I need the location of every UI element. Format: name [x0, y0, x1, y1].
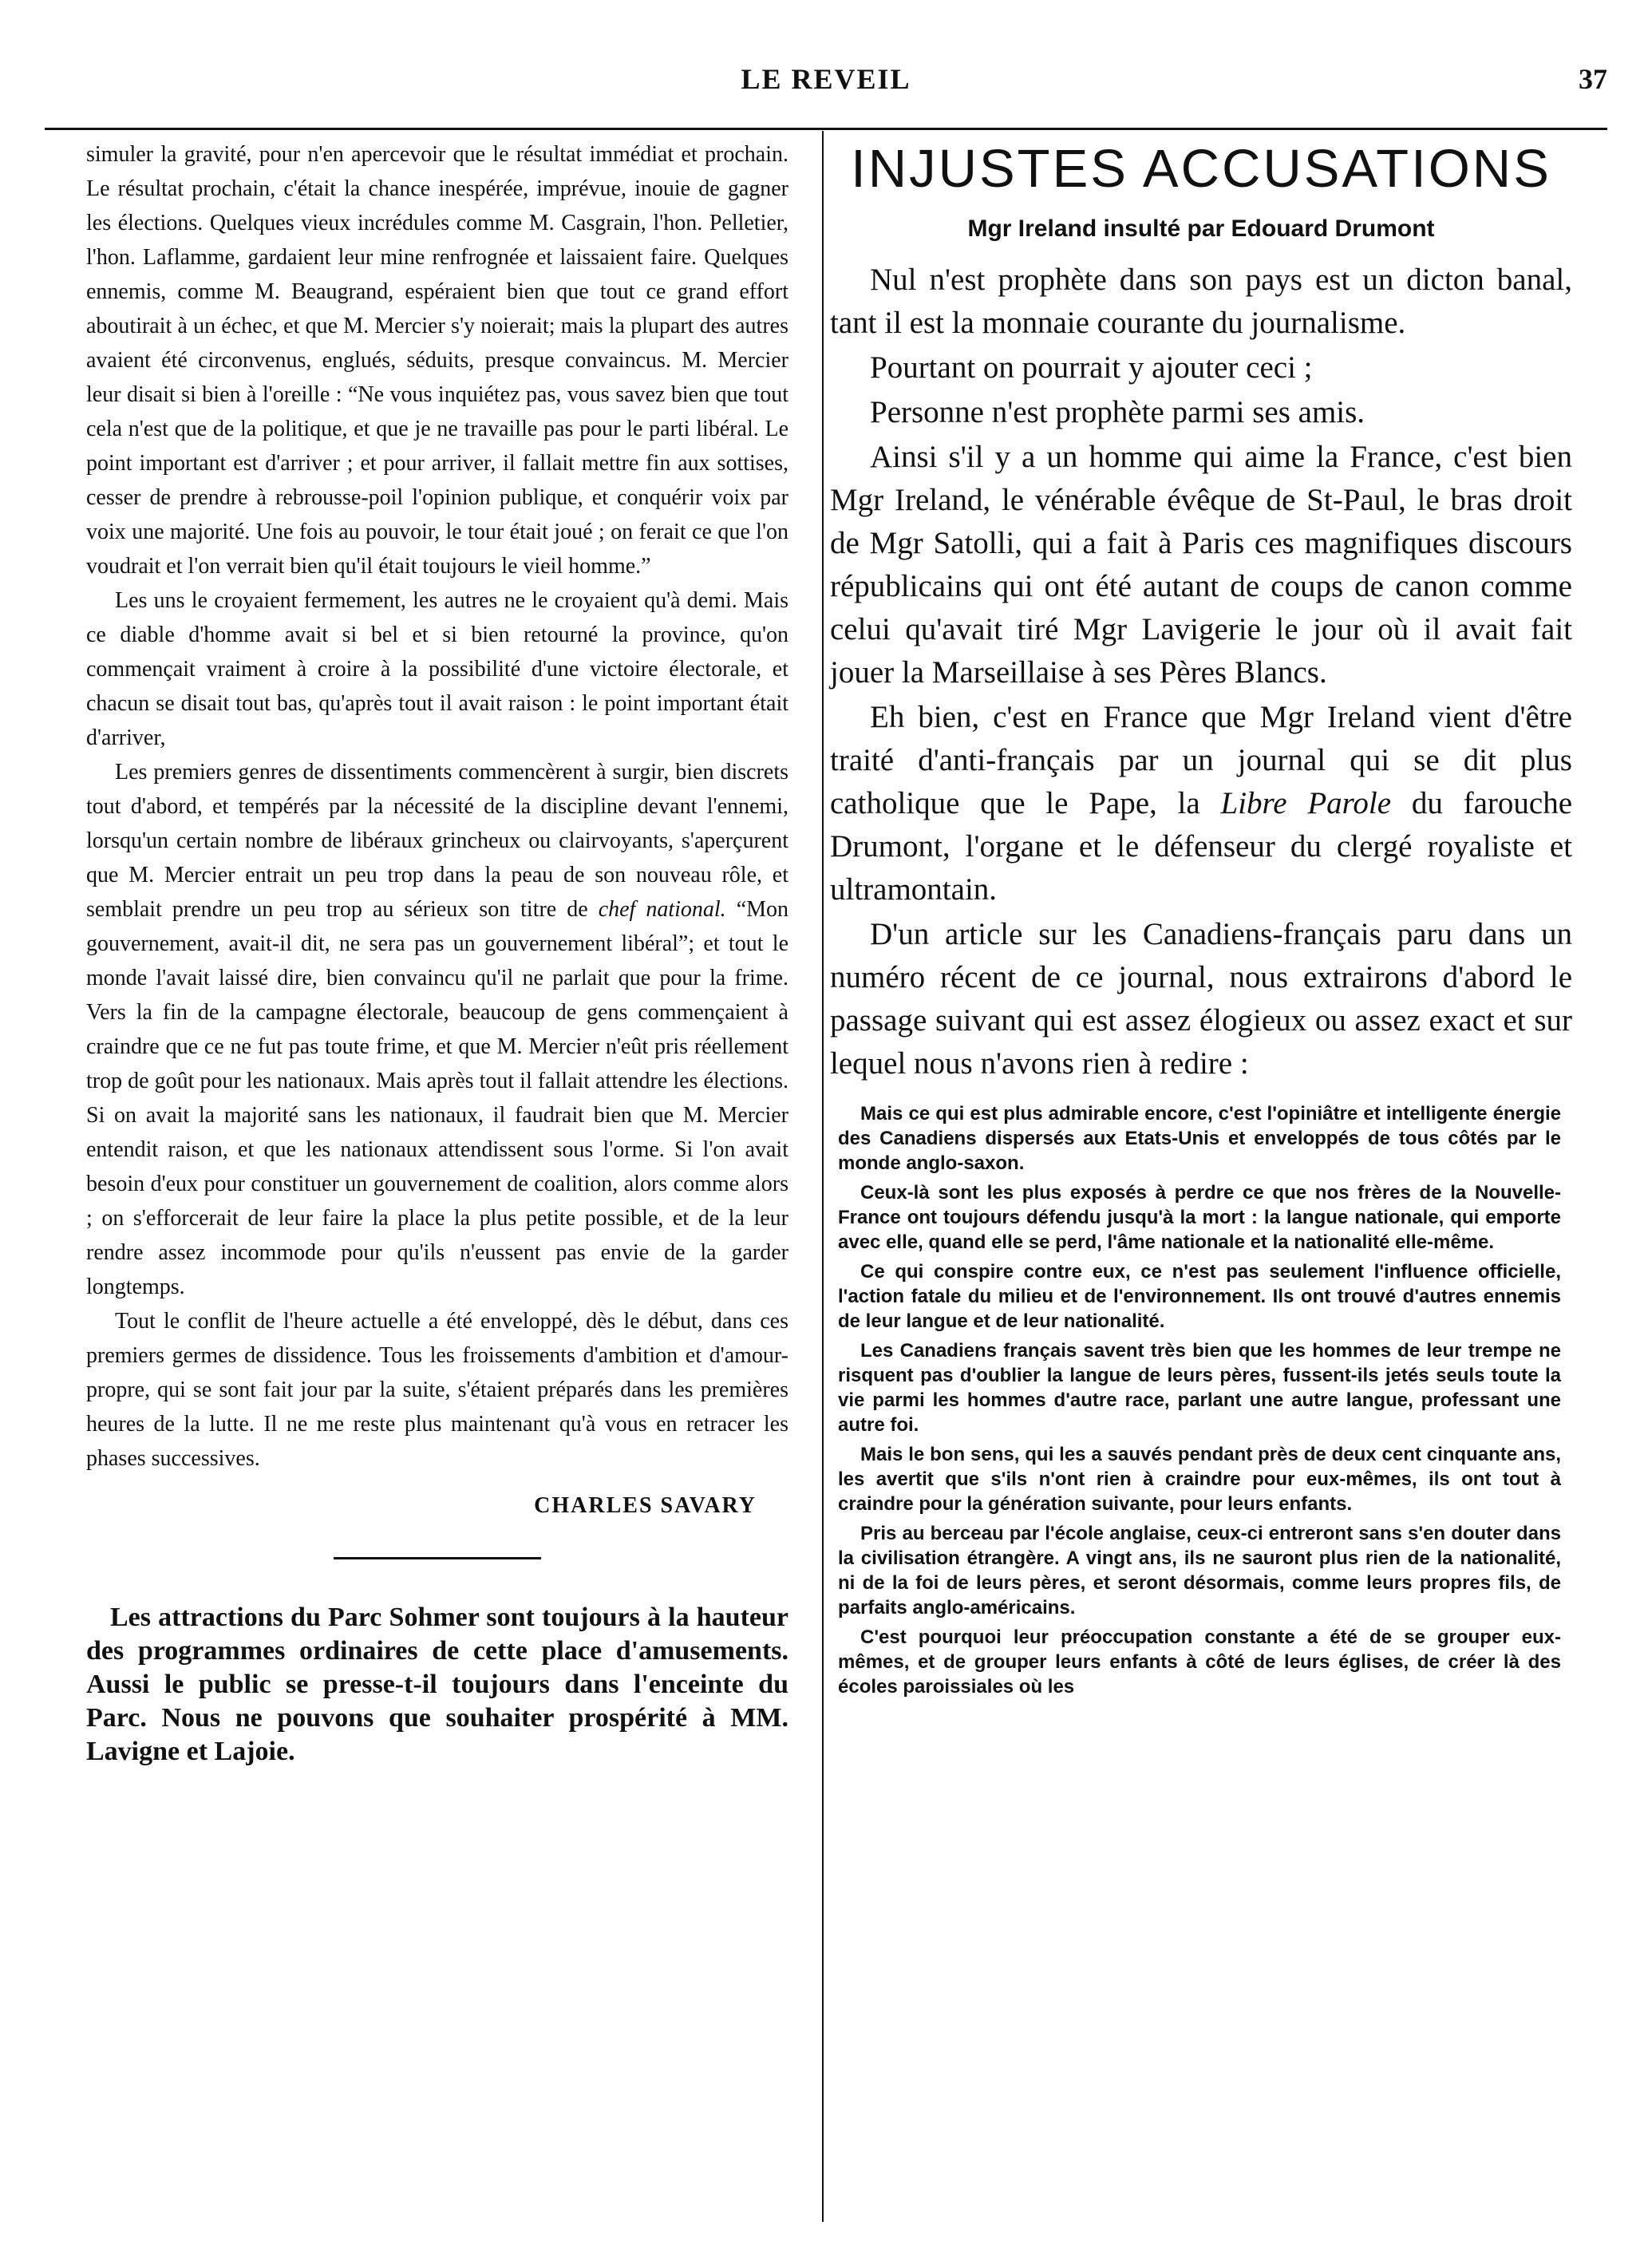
section-rule: [334, 1557, 541, 1559]
paragraph-text: Les premiers genres de dissentiments commencèrent à surgir, bien discrets tout d'abord, et tempérés par la nécessité de la discipline devant l'ennemi, lorsqu'un certain nombre de libéraux grincheux ou clairvoyants, s'aperçurent que M. Mercier entrait un peu trop dans la peau de son nouveau rôle, et semblait prendre un peu trop au sérieux son titre de: [86, 760, 788, 922]
article-headline: INJUSTES ACCUSATIONS: [851, 139, 1551, 199]
paragraph-text: Eh bien, c'est en France que Mgr Ireland vient d'être traité d'anti-français par un journal qui se dit plus catholique que le Pape, la: [830, 700, 1572, 820]
quote-paragraph: Mais ce qui est plus admirable encore, c'est l'opiniâtre et intelligente énergie des Canadiens dispersés aux Etats-Unis et enveloppés de tous côtés par le monde anglo-saxon.: [838, 1103, 1561, 1174]
paragraph: Nul n'est prophète dans son pays est un dicton banal, tant il est la monnaie courante du journalisme.: [830, 263, 1572, 340]
quote-paragraph: Pris au berceau par l'école anglaise, ceux-ci entreront sans s'en douter dans la civilisation étrangère. A vingt ans, ils ne sauront plus rien de la nationalité, ni de la foi de leurs pères, et seront désormais, comme leurs propres fils, de parfaits anglo-américains.: [838, 1523, 1561, 1619]
paragraph: [86, 755, 788, 1304]
italic-phrase: chef national.: [598, 897, 726, 922]
author-signature: CHARLES SAVARY: [534, 1493, 757, 1518]
page-header: [45, 62, 1607, 110]
quote-paragraph: C'est pourquoi leur préoccupation constante a été de se grouper eux-mêmes, et de grouper leurs enfants à côté de leurs églises, de créer là des écoles paroissiales où les: [838, 1626, 1561, 1698]
running-title: LE REVEIL: [741, 63, 911, 95]
paragraph-text: “Mon gouvernement, avait-il dit, ne sera pas un gouvernement libéral”; et tout le monde l'avait laissé dire, bien convaincu qu'il ne parlait que pour la frime. Vers la fin de la campagne électorale, beaucoup de gens commençaient à craindre que ce ne fut pas toute frime, et que M. Mercier n'eût pris réellement trop de goût pour les nationaux. Mais après tout il fallait attendre les élections. Si on avait la majorité sans les nationaux, il faudrait bien que M. Mercier entendit raison, et que les nationaux attendissent sous l'orme. Si l'on avait besoin d'eux pour constituer un gouvernement de coalition, alors comme alors ; on s'efforcerait de leur faire la place la plus petite possible, et de la leur rendre assez incommode pour qu'ils n'eussent pas envie de la garder longtemps.: [86, 897, 789, 1299]
paragraph-text: du farouche Drumont, l'organe et le défenseur du clergé royaliste et ultramontain.: [830, 786, 1573, 907]
paragraph: Les uns le croyaient fermement, les autres ne le croyaient qu'à demi. Mais ce diable d'homme avait si bel et si bien retourné la province, qu'on commençait vraiment à croire à la possibilité d'une victoire électorale, et chacun se disait tout bas, qu'après tout il avait raison : le point important était d'arriver,: [86, 588, 788, 750]
quote-paragraph: Les Canadiens français savent très bien que les hommes de leur trempe ne risquent pas d'oublier la langue de leurs pères, fussent-ils jetés seuls toute la vie parmi les hommes d'autre race, parlant une autre langue, professant une autre foi.: [838, 1340, 1561, 1436]
paragraph: [830, 696, 1572, 911]
quoted-passage: [830, 1101, 1572, 1699]
left-column: [86, 137, 788, 1769]
article-subheadline: Mgr Ireland insulté par Edouard Drumont: [967, 215, 1435, 242]
quote-paragraph: Ce qui conspire contre eux, ce n'est pas seulement l'influence officielle, l'action fatale du milieu et de l'environnement. Ils ont trouvé d'autres ennemis de leur langue et de leur nationalité.: [838, 1261, 1561, 1332]
paragraph: D'un article sur les Canadiens-français paru dans un numéro récent de ce journal, nous extrairons d'abord le passage suivant qui est assez élogieux ou assez exact et sur lequel nous n'avons rien à redire :: [830, 917, 1572, 1081]
quote-paragraph: Ceux-là sont les plus exposés à perdre ce que nos frères de la Nouvelle-France ont toujours défendu jusqu'à la mort : la langue nationale, qui emporte avec elle, quand elle se perd, l'âme nationale et la nationalité elle-même.: [838, 1182, 1561, 1253]
right-column: [830, 137, 1572, 1704]
paragraph: Personne n'est prophète parmi ses amis.: [870, 395, 1365, 429]
quote-paragraph: Mais le bon sens, qui les a sauvés pendant près de deux cent cinquante ans, les avertit que s'ils n'ont rien à craindre pour eux-mêmes, ils ont tout à craindre pour la génération suivante, pour leurs enfants.: [838, 1444, 1561, 1515]
paragraph: Pourtant on pourrait y ajouter ceci ;: [870, 350, 1313, 385]
paragraph: simuler la gravité, pour n'en apercevoir que le résultat immédiat et prochain. Le résultat prochain, c'était la chance inespérée, imprévue, inouie de gagner les élections. Quelques vieux incrédules comme M. Casgrain, l'hon. Pelletier, l'hon. Laflamme, gardaient leur mine renfrognée et laissaient faire. Quelques ennemis, comme M. Beaugrand, espéraient bien que tout ce grand effort aboutirait à un échec, et que M. Mercier s'y noierait; mais la plupart des autres avaient été circonvenus, englués, séduits, presque convaincus. M. Mercier leur disait si bien à l'oreille : “Ne vous inquiétez pas, vous savez bien que tout cela n'est que de la politique, et que je ne travaille pas pour le parti libéral. Le point important est d'arriver ; et pour arriver, il fallait mettre fin aux sottises, cesser de prendre à rebrousse-poil l'opinion publique, et conquérir voix par voix une majorité. Une fois au pouvoir, le tour était joué ; on ferait ce que l'on voudrait et l'on verrait bien qu'il était toujours le vieil homme.”: [86, 142, 788, 579]
page-number: 37: [1579, 63, 1607, 95]
paragraph: Tout le conflit de l'heure actuelle a été enveloppé, dès le début, dans ces premiers germes de dissidence. Tous les froissements d'ambition et d'amour-propre, qui se sont fait jour par la suite, s'étaient préparés dans les premières heures de la lutte. Il ne me reste plus maintenant qu'à vous en retracer les phases successives.: [86, 1309, 788, 1471]
column-divider: [822, 131, 824, 2222]
header-rule: [45, 128, 1607, 130]
park-notice: Les attractions du Parc Sohmer sont toujours à la hauteur des programmes ordinaires de cette place d'amusements. Aussi le public se presse-t-il toujours dans l'enceinte du Parc. Nous ne pouvons que souhaiter prospérité à MM. Lavigne et Lajoie.: [86, 1603, 788, 1766]
paragraph: Ainsi s'il y a un homme qui aime la France, c'est bien Mgr Ireland, le vénérable évêque de St-Paul, le bras droit de Mgr Satolli, qui a fait à Paris ces magnifiques discours républicains qui ont été autant de coups de canon comme celui qu'avait tiré Mgr Lavigerie le jour où il avait fait jouer la Marseillaise à ses Pères Blancs.: [830, 440, 1572, 690]
newspaper-title: Libre Parole: [1220, 786, 1392, 820]
